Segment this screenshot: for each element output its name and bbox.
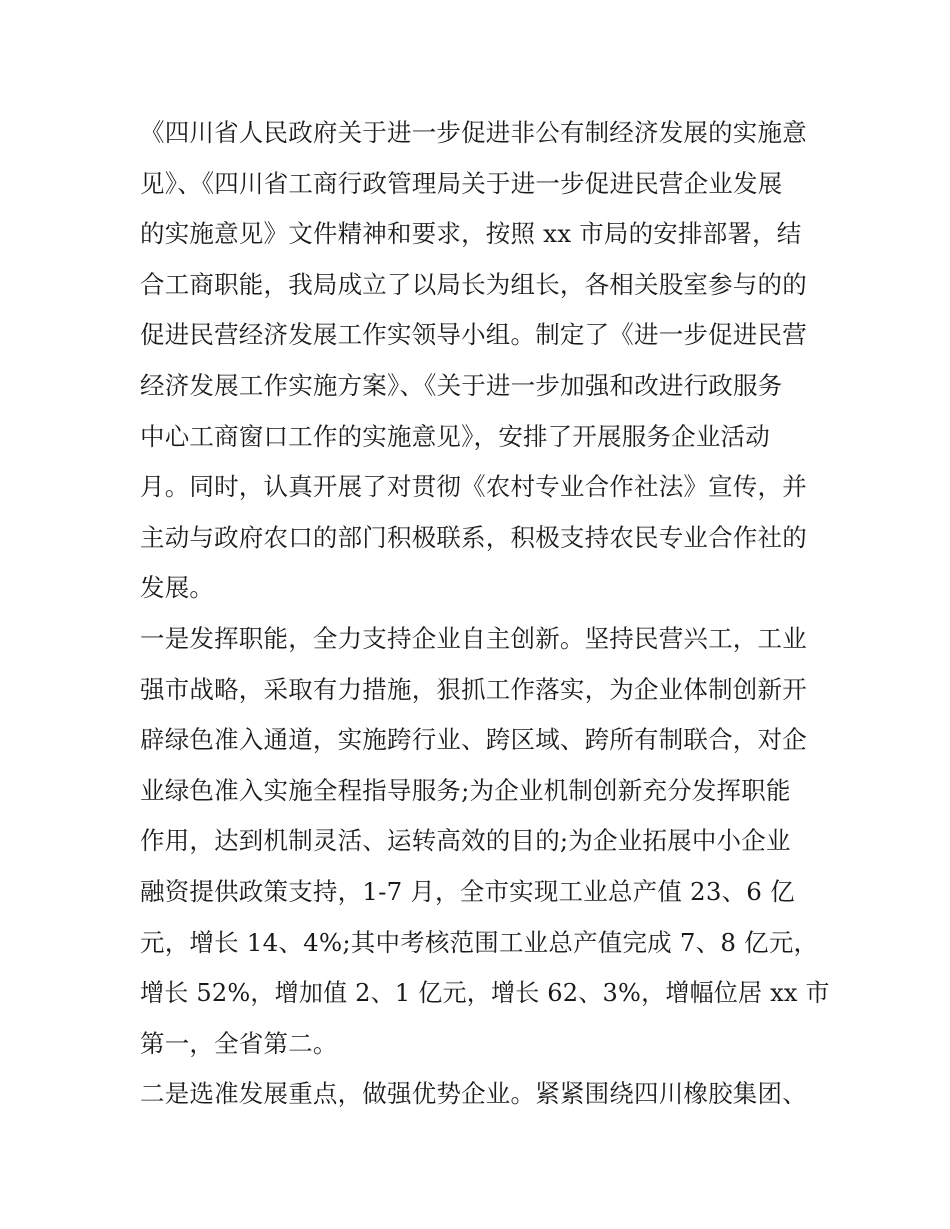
- text-line: 发展。: [140, 573, 215, 603]
- text-line: 经济发展工作实施方案》、《关于进一步加强和改进行政服务: [140, 370, 783, 400]
- text-line: 业绿色准入实施全程指导服务;为企业机制创新充分发挥职能: [140, 775, 791, 805]
- text-line: 元，增长 14、4%;其中考核范围工业总产值完成 7、8 亿元，: [140, 927, 819, 957]
- text-line: 作用，达到机制灵活、运转高效的目的;为企业拓展中小企业: [140, 826, 791, 856]
- text-line: 合工商职能，我局成立了以局长为组长，各相关股室参与的的: [140, 269, 807, 299]
- text-line: 增长 52%，增加值 2、1 亿元，增长 62、3%，增幅位居 xx 市: [140, 978, 830, 1008]
- text-line: 一是发挥职能，全力支持企业自主创新。坚持民营兴工，工业: [140, 623, 807, 653]
- text-line: 《四川省人民政府关于进一步促进非公有制经济发展的实施意: [140, 118, 807, 147]
- text-line: 促进民营经济发展工作实领导小组。制定了《进一步促进民营: [140, 320, 807, 350]
- text-line: 辟绿色准入通道，实施跨行业、跨区域、跨所有制联合，对企: [140, 725, 807, 755]
- text-line: 强市战略，采取有力措施，狠抓工作落实，为企业体制创新开: [140, 674, 807, 704]
- text-line: 中心工商窗口工作的实施意见》，安排了开展服务企业活动: [140, 421, 770, 451]
- text-line: 第一，全省第二。: [140, 1028, 338, 1058]
- document-body: [140, 108, 830, 1120]
- text-line: 月。同时，认真开展了对贯彻《农村专业合作社法》宣传，并: [140, 472, 807, 502]
- text-line: 融资提供政策支持，1-7 月，全市实现工业总产值 23、6 亿: [140, 876, 795, 906]
- text-line: 二是选准发展重点，做强优势企业。紧紧围绕四川橡胶集团、: [140, 1079, 807, 1109]
- text-line: 主动与政府农口的部门积极联系，积极支持农民专业合作社的: [140, 522, 807, 552]
- text-line: 见》、《四川省工商行政管理局关于进一步促进民营企业发展: [140, 168, 783, 198]
- text-line: 的实施意见》文件精神和要求，按照 xx 市局的安排部署，结: [140, 219, 802, 249]
